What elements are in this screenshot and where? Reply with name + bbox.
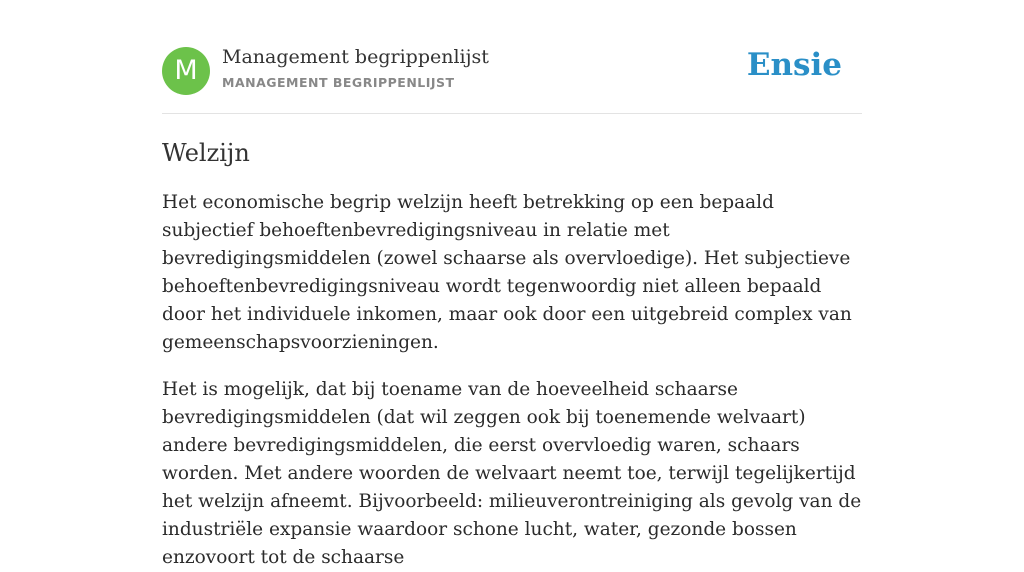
avatar[interactable]: M <box>162 47 210 95</box>
article-paragraph: Het is mogelijk, dat bij toename van de hoeveelheid schaarse bevredigingsmiddelen (dat wil zeggen ook bij toenemende welvaart) andere bevredigingsmiddelen, die eerst overvloedig waren, schaars worden. Met andere woorden de welvaart neemt toe, terwijl tegelijkertijd het welzijn afneemt. Bijvoorbeeld: milieuverontreiniging als gevolg van de industriële expansie waardoor schone lucht, water, gezonde bossen enzovoort tot de schaarse <box>162 379 862 568</box>
article-paragraph: Het economische begrip welzijn heeft betrekking op een bepaald subjectief behoeftenbevredigingsniveau in relatie met bevredigingsmiddelen (zowel schaarse als overvloedige). Het subjectieve behoeftenbevredigingsniveau wordt tegenwoordig niet alleen bepaald door het individuele inkomen, maar ook door een uitgebreid complex van gemeenschapsvoorzieningen. <box>162 192 852 353</box>
header <box>162 0 862 114</box>
ensie-logo-link[interactable]: Ensie <box>746 47 842 83</box>
source-title[interactable]: Management begrippenlijst <box>222 46 489 68</box>
page-title: Welzijn <box>162 139 250 167</box>
source-subtitle: MANAGEMENT BEGRIPPENLIJST <box>222 75 455 90</box>
page <box>162 0 862 572</box>
